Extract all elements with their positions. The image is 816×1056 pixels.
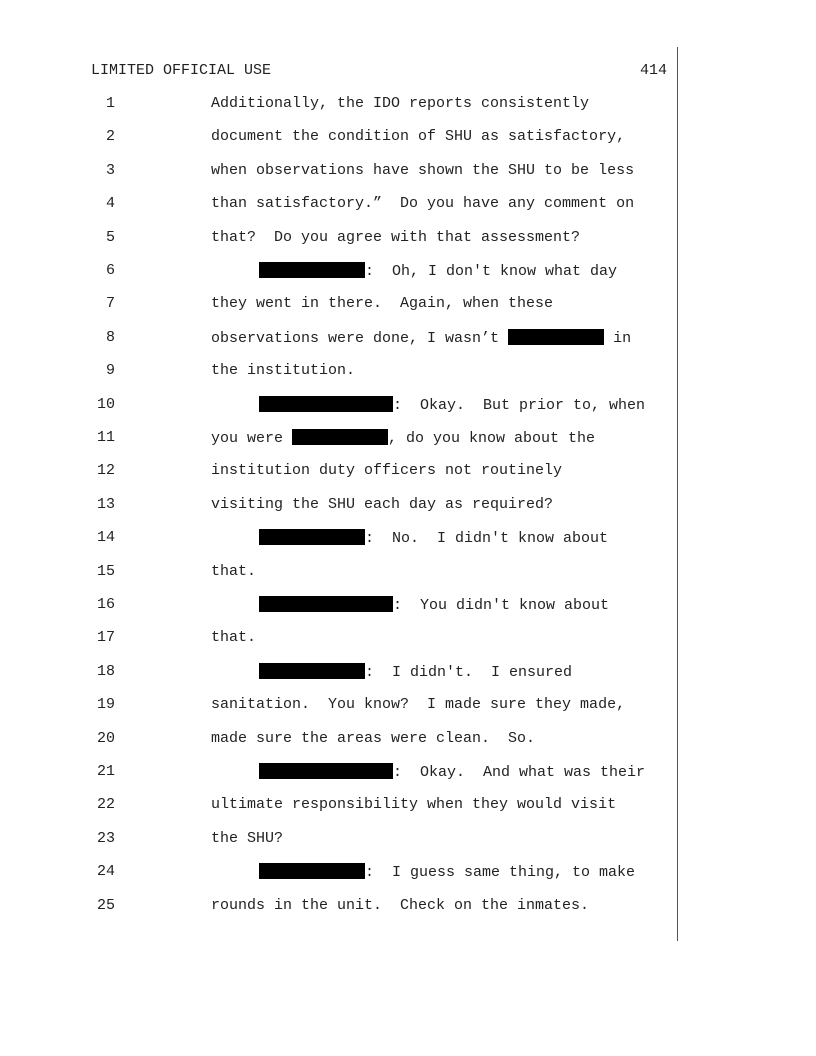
transcript-line — [0, 95, 816, 115]
transcript-line — [0, 596, 816, 616]
line-number: 2 — [105, 128, 115, 146]
line-number: 21 — [96, 763, 115, 780]
line-number: 8 — [105, 328, 115, 346]
redaction-box — [259, 763, 393, 779]
transcript-line — [0, 696, 816, 716]
line-number: 23 — [96, 829, 115, 847]
transcript-line — [0, 462, 816, 482]
transcript-line — [0, 663, 816, 683]
redaction-box — [259, 663, 365, 679]
transcript-line — [0, 863, 816, 883]
classification-marking: LIMITED OFFICIAL USE — [91, 62, 272, 79]
line-text: made sure the areas were clean. So. — [211, 729, 536, 747]
line-number: 5 — [105, 228, 115, 246]
line-number: 14 — [96, 529, 115, 547]
line-text: when observations have shown the SHU to be less — [211, 161, 635, 179]
redaction-box — [259, 529, 365, 545]
transcript-line — [0, 295, 816, 315]
transcript-line — [0, 796, 816, 816]
line-text: : I guess same thing, to make — [259, 863, 635, 881]
transcript-line — [0, 763, 816, 783]
line-text: : Oh, I don't know what day — [259, 262, 617, 280]
redaction-box — [259, 262, 365, 278]
line-number: 11 — [96, 429, 115, 446]
line-text: rounds in the unit. Check on the inmates. — [211, 896, 590, 914]
line-text: observations were done, I wasn’t in — [211, 329, 632, 347]
transcript-line — [0, 563, 816, 583]
line-number: 15 — [96, 562, 115, 580]
line-text: : You didn't know about — [259, 596, 609, 614]
transcript-line — [0, 329, 816, 349]
transcript-line — [0, 162, 816, 182]
redaction-box — [292, 429, 388, 445]
line-text: that. — [211, 629, 257, 647]
transcript-line — [0, 429, 816, 449]
line-text: ultimate responsibility when they would visit — [211, 796, 617, 814]
line-text: that. — [211, 562, 257, 580]
line-text: the SHU? — [211, 829, 284, 847]
line-text: visiting the SHU each day as required? — [211, 495, 554, 513]
line-number: 12 — [96, 462, 115, 480]
transcript-line — [0, 362, 816, 382]
line-text: institution duty officers not routinely — [211, 462, 563, 480]
line-text: that? Do you agree with that assessment? — [211, 228, 581, 246]
line-number: 19 — [96, 696, 115, 714]
line-number: 17 — [96, 629, 115, 647]
transcript-line — [0, 396, 816, 416]
transcript-line — [0, 262, 816, 282]
line-number: 10 — [96, 395, 115, 413]
line-number: 4 — [105, 195, 115, 213]
redaction-box — [259, 396, 393, 412]
transcript-line — [0, 629, 816, 649]
line-text: sanitation. You know? I made sure they made, — [211, 696, 626, 714]
page-header — [91, 62, 667, 80]
transcript-line — [0, 730, 816, 750]
line-number: 13 — [96, 495, 115, 513]
line-number: 24 — [96, 863, 115, 881]
line-number: 1 — [105, 95, 115, 112]
line-number: 18 — [96, 662, 115, 680]
line-text: the institution. — [211, 362, 356, 380]
line-text: : I didn't. I ensured — [259, 663, 572, 681]
line-text: : Okay. But prior to, when — [259, 396, 645, 414]
transcript-line — [0, 195, 816, 215]
line-text: document the condition of SHU as satisfactory, — [211, 128, 626, 146]
line-text: Additionally, the IDO reports consistently — [211, 95, 590, 112]
line-text: : No. I didn't know about — [259, 529, 608, 547]
transcript-line — [0, 128, 816, 148]
line-number: 7 — [105, 295, 115, 313]
redaction-box — [259, 596, 393, 612]
line-number: 3 — [105, 161, 115, 179]
line-number: 6 — [105, 262, 115, 279]
transcript-line — [0, 229, 816, 249]
redaction-box — [508, 329, 604, 345]
line-text: you were , do you know about the — [211, 430, 596, 447]
transcript-line — [0, 897, 816, 917]
redaction-box — [259, 863, 365, 879]
transcript-line — [0, 496, 816, 516]
line-number: 25 — [96, 896, 115, 914]
line-number: 20 — [96, 729, 115, 747]
line-number: 16 — [96, 596, 115, 613]
line-text: they went in there. Again, when these — [211, 295, 554, 313]
line-number: 22 — [96, 796, 115, 814]
page-number: 414 — [639, 62, 667, 79]
line-text: : Okay. And what was their — [259, 763, 645, 781]
line-number: 9 — [105, 362, 115, 380]
line-text: than satisfactory.” Do you have any comment on — [211, 195, 635, 213]
transcript-line — [0, 830, 816, 850]
transcript-line — [0, 529, 816, 549]
